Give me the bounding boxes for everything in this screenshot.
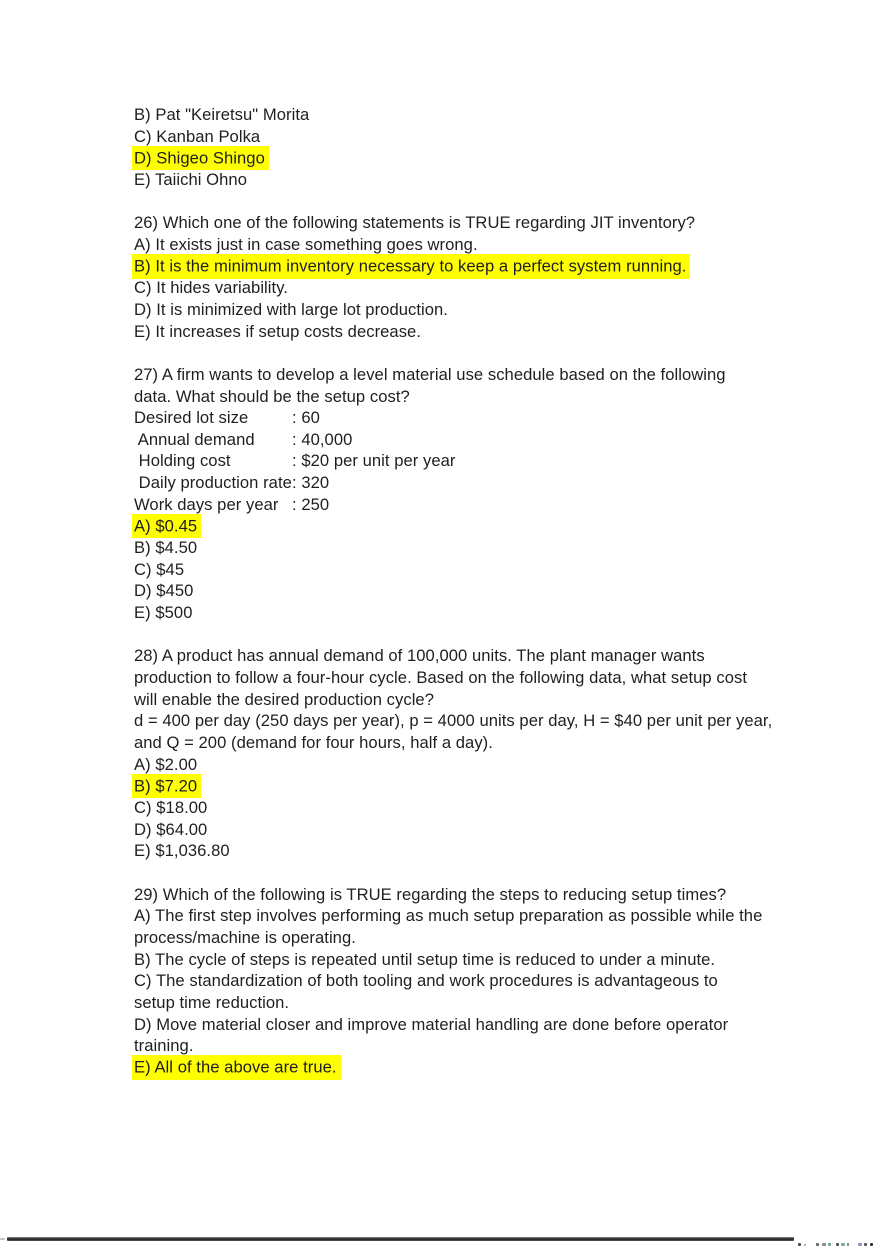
document-line xyxy=(134,949,834,971)
line-text: d = 400 per day (250 days per year), p = 4000 units per day, H = $40 per unit per year, xyxy=(134,711,773,731)
line-text: and Q = 200 (demand for four hours, half a day). xyxy=(134,732,493,752)
document-line xyxy=(134,754,834,776)
line-text: D) It is minimized with large lot production. xyxy=(134,299,448,319)
document-line xyxy=(134,212,834,234)
highlighted-answer: A) $0.45 xyxy=(132,514,201,539)
line-text: A) $2.00 xyxy=(134,754,198,774)
line-text: will enable the desired production cycle? xyxy=(134,689,434,709)
artifact-mark xyxy=(828,1243,831,1246)
artifact-mark xyxy=(841,1243,845,1246)
document-line xyxy=(134,277,834,299)
line-text: D) $450 xyxy=(134,581,194,601)
line-text: process/machine is operating. xyxy=(134,927,356,947)
line-text: C) $45 xyxy=(134,559,185,579)
line-text: E) It increases if setup costs decrease. xyxy=(134,321,421,341)
document-line xyxy=(134,234,834,256)
data-label: Holding cost xyxy=(134,451,231,471)
document-line xyxy=(134,169,834,191)
question-block xyxy=(134,104,834,191)
document-line xyxy=(134,645,834,667)
line-text: E) $500 xyxy=(134,603,193,623)
data-value: : 40,000 xyxy=(292,429,353,449)
document-line xyxy=(134,840,834,862)
document-line xyxy=(134,407,834,429)
document-line xyxy=(134,905,834,927)
document-line xyxy=(134,299,834,321)
artifact-mark xyxy=(0,1238,5,1240)
page-edge-bar xyxy=(7,1237,794,1241)
line-text: A) The first step involves performing as much setup preparation as possible while the xyxy=(134,906,763,926)
line-text: 27) A firm wants to develop a level material use schedule based on the following xyxy=(134,364,726,384)
line-text: A) It exists just in case something goes wrong. xyxy=(134,234,478,254)
line-text: E) $1,036.80 xyxy=(134,841,230,861)
artifact-mark xyxy=(804,1244,806,1246)
question-block xyxy=(134,364,834,624)
document-line xyxy=(134,559,834,581)
line-text: B) Pat "Keiretsu" Morita xyxy=(134,105,310,124)
line-text: 29) Which of the following is TRUE regarding the steps to reducing setup times? xyxy=(134,884,727,904)
document-line xyxy=(134,450,834,472)
artifact-mark xyxy=(836,1243,839,1246)
line-text: training. xyxy=(134,1036,194,1056)
line-text: C) It hides variability. xyxy=(134,278,288,298)
document-line xyxy=(134,689,834,711)
document-line xyxy=(134,494,834,516)
document-line xyxy=(134,256,834,278)
artifact-mark xyxy=(798,1243,801,1246)
line-text: B) $4.50 xyxy=(134,538,198,558)
highlighted-answer: B) $7.20 xyxy=(132,774,201,799)
data-value: : 60 xyxy=(292,408,320,428)
document-line xyxy=(134,126,834,148)
line-text: 26) Which one of the following statements is TRUE regarding JIT inventory? xyxy=(134,213,696,233)
line-text: C) Kanban Polka xyxy=(134,126,261,146)
highlighted-answer: D) Shigeo Shingo xyxy=(132,146,269,171)
line-text: D) $64.00 xyxy=(134,819,208,839)
document-line xyxy=(134,515,834,537)
document-line xyxy=(134,710,834,732)
document-line xyxy=(134,775,834,797)
document-line xyxy=(134,1014,834,1036)
document-line xyxy=(134,472,834,494)
data-value: : 250 xyxy=(292,494,330,514)
document-line xyxy=(134,667,834,689)
line-text: C) $18.00 xyxy=(134,797,208,817)
line-text: setup time reduction. xyxy=(134,992,290,1012)
data-value: : $20 per unit per year xyxy=(292,451,456,471)
line-text: 28) A product has annual demand of 100,000 units. The plant manager wants xyxy=(134,646,705,666)
document-line xyxy=(134,537,834,559)
artifact-mark xyxy=(847,1243,849,1246)
document-line xyxy=(134,927,834,949)
document-line xyxy=(134,797,834,819)
document-line xyxy=(134,1035,834,1057)
document-line xyxy=(134,386,834,408)
line-text: D) Move material closer and improve material handling are done before operator xyxy=(134,1014,729,1034)
document-line xyxy=(134,992,834,1014)
document-line xyxy=(134,147,834,169)
document-line xyxy=(134,1057,834,1079)
document-line xyxy=(134,884,834,906)
data-label: Desired lot size xyxy=(134,408,249,428)
line-text: data. What should be the setup cost? xyxy=(134,386,410,406)
highlighted-answer: B) It is the minimum inventory necessary to keep a perfect system running. xyxy=(132,254,690,279)
data-label: Annual demand xyxy=(134,429,255,449)
line-text: E) Taiichi Ohno xyxy=(134,169,247,189)
artifact-mark xyxy=(822,1243,826,1246)
line-text: production to follow a four-hour cycle. Based on the following data, what setup cost xyxy=(134,668,747,688)
highlighted-answer: E) All of the above are true. xyxy=(132,1055,341,1080)
document-line xyxy=(134,580,834,602)
artifact-mark xyxy=(858,1243,862,1246)
data-label: Work days per year xyxy=(134,494,279,514)
document-line xyxy=(134,364,834,386)
artifact-mark xyxy=(816,1243,819,1246)
line-text: C) The standardization of both tooling and work procedures is advantageous to xyxy=(134,971,718,991)
document-line xyxy=(134,819,834,841)
document-line xyxy=(134,321,834,343)
document-line xyxy=(134,104,834,126)
question-block xyxy=(134,884,834,1079)
document-line xyxy=(134,602,834,624)
question-block xyxy=(134,212,834,342)
line-text: B) The cycle of steps is repeated until setup time is reduced to under a minute. xyxy=(134,949,716,969)
artifact-mark xyxy=(864,1243,867,1246)
data-label: Daily production rate xyxy=(134,473,292,493)
document-line xyxy=(134,970,834,992)
document-line xyxy=(134,732,834,754)
artifact-mark xyxy=(870,1243,873,1246)
data-value: : 320 xyxy=(292,473,330,493)
question-block xyxy=(134,645,834,862)
document-line xyxy=(134,429,834,451)
quiz-text xyxy=(134,104,834,1100)
